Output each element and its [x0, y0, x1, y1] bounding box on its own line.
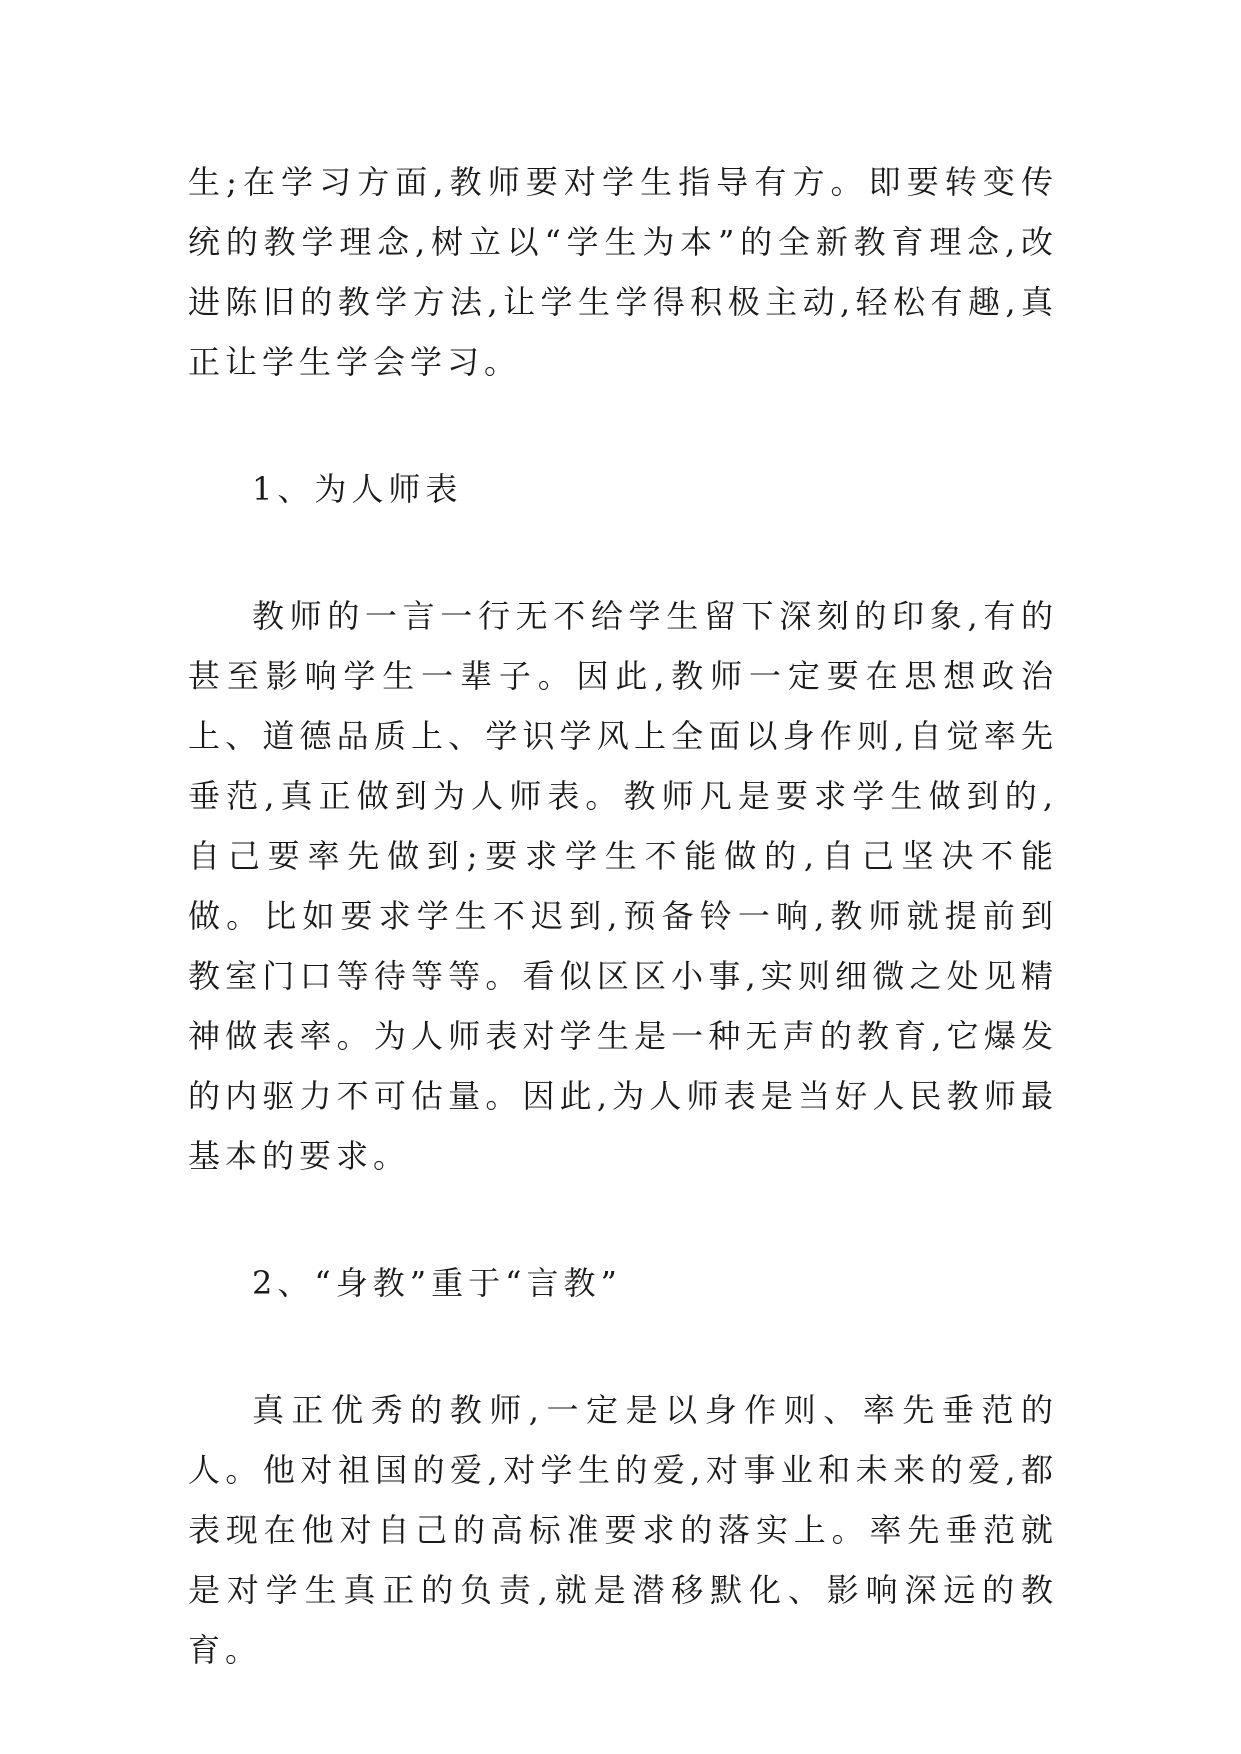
paragraph-continued: 生;在学习方面,教师要对学生指导有方。即要转变传统的教学理念,树立以“学生为本”的全新教育理念,改进陈旧的教学方法,让学生学得积极主动,轻松有趣,真正让学生学会学习。: [188, 163, 1058, 381]
document-body: [188, 152, 1058, 1680]
section-heading-2: 2、“身教”重于“言教”: [252, 1264, 622, 1302]
paragraph-lead-by-example: 真正优秀的教师,一定是以身作则、率先垂范的人。他对祖国的爱,对学生的爱,对事业和未来的爱,都表现在他对自己的高标准要求的落实上。率先垂范就是对学生真正的负责,就是潜移默化、影响深远的教育。: [188, 1391, 1058, 1669]
paragraph-role-model: 教师的一言一行无不给学生留下深刻的印象,有的甚至影响学生一辈子。因此,教师一定要在思想政治上、道德品质上、学识学风上全面以身作则,自觉率先垂范,真正做到为人师表。教师凡是要求学生做到的,自己要率先做到;要求学生不能做的,自己坚决不能做。比如要求学生不迟到,预备铃一响,教师就提前到教室门口等待等等。看似区区小事,实则细微之处见精神做表率。为人师表对学生是一种无声的教育,它爆发的内驱力不可估量。因此,为人师表是当好人民教师最基本的要求。: [188, 597, 1058, 1175]
section-heading-1: 1、为人师表: [252, 470, 463, 508]
